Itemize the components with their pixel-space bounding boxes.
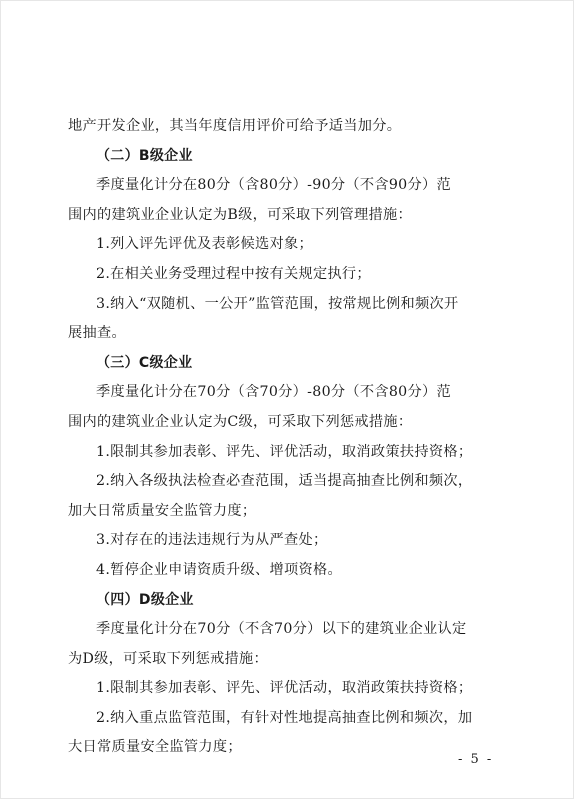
text-line: 加大日常质量安全监管力度； — [68, 502, 257, 519]
text-line: 季度量化计分在70分（不含70分）以下的建筑业企业认定 — [96, 621, 467, 638]
text-line: 围内的建筑业企业认定为B级，可采取下列管理措施： — [68, 206, 412, 223]
list-item: 2.纳入重点监管范围，有针对性地提高抽查比例和频次，加 — [96, 709, 473, 726]
list-item: 1.限制其参加表彰、评先、评优活动，取消政策扶持资格； — [96, 443, 473, 460]
page-number: - 5 - — [458, 752, 494, 767]
list-item: 3.对存在的违法违规行为从严查处； — [96, 532, 328, 549]
section-heading-c: （三）C级企业 — [96, 354, 193, 371]
text-line: 围内的建筑业企业认定为C级，可采取下列惩戒措施： — [68, 413, 413, 430]
text-line: 季度量化计分在80分（含80分）-90分（不含90分）范 — [96, 177, 451, 194]
list-item: 2.在相关业务受理过程中按有关规定执行； — [96, 265, 371, 282]
list-item: 1.限制其参加表彰、评先、评优活动，取消政策扶持资格； — [96, 680, 473, 697]
section-heading-b: （二）B级企业 — [96, 147, 193, 164]
section-heading-d: （四）D级企业 — [96, 591, 194, 608]
text-line: 大日常质量安全监管力度； — [68, 739, 242, 756]
list-item: 2.纳入各级执法检查必查范围，适当提高抽查比例和频次， — [96, 473, 473, 490]
text-line: 季度量化计分在70分（含70分）-80分（不含80分）范 — [96, 384, 451, 401]
text-line: 地产开发企业，其当年度信用评价可给予适当加分。 — [68, 118, 402, 134]
list-item: 3.纳入“双随机、一公开”监管范围，按常规比例和频次开 — [96, 295, 459, 312]
list-item: 4.暂停企业申请资质升级、增项资格。 — [96, 561, 342, 578]
list-item: 1.列入评先评优及表彰候选对象； — [96, 236, 313, 253]
document-body — [68, 112, 504, 763]
text-line: 展抽查。 — [68, 325, 126, 342]
text-line: 为D级，可采取下列惩戒措施： — [68, 650, 269, 667]
